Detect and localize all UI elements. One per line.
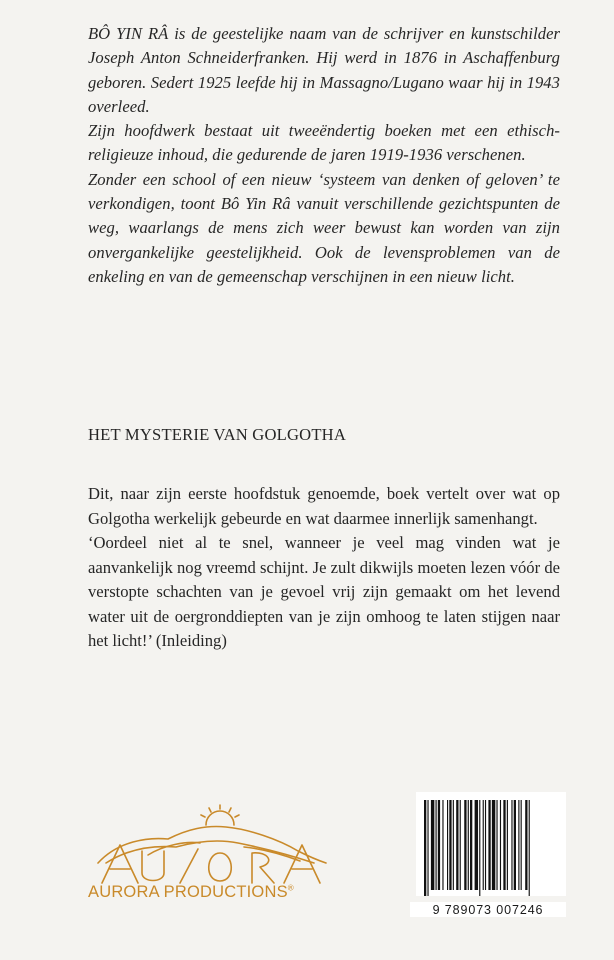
barcode-bar: [511, 800, 512, 890]
barcode-bar: [507, 800, 508, 890]
barcode-bar: [470, 800, 472, 890]
barcode-bar: [424, 800, 426, 896]
barcode-bar: [447, 800, 448, 890]
barcode: [416, 792, 566, 896]
barcode-bar: [479, 800, 480, 896]
barcode-bar: [525, 800, 527, 890]
barcode-bar: [488, 800, 490, 890]
barcode-bar: [427, 800, 428, 896]
book-description: [88, 482, 560, 654]
barcode-bar: [464, 800, 466, 890]
barcode-bar: [500, 800, 501, 890]
author-biography: [88, 22, 560, 289]
barcode-bar: [514, 800, 516, 890]
bio-paragraph-1: BÔ YIN RÂ is de geestelijke naam van de schrijver en kunstschilder Joseph Anton Schneiderfranken. Hij werd in 1876 in Aschaffenburg geboren. Sedert 1925 leefde hij in Massagno/Lugano waar hij in 1943 overleed.: [88, 24, 560, 116]
barcode-bar: [529, 800, 530, 896]
barcode-bar: [475, 800, 478, 890]
barcode-bar: [492, 800, 495, 890]
barcode-bar: [496, 800, 497, 890]
barcode-bar: [460, 800, 461, 890]
description-paragraph-1: Dit, naar zijn eerste hoofdstuk genoemde, boek vertelt over wat op Golgotha werkelijk gebeurde en wat daarmee innerlijk samenhangt.: [88, 484, 560, 528]
isbn-number: 9 789073 007246: [410, 902, 566, 917]
bio-paragraph-2: Zijn hoofdwerk bestaat uit tweeëndertig boeken met een ethisch-religieuze inhoud, die gedurende de jaren 1919-1936 verschenen.: [88, 121, 560, 165]
barcode-bar: [468, 800, 469, 890]
barcode-bar: [438, 800, 440, 890]
barcode-bar: [503, 800, 505, 890]
barcode-bar: [483, 800, 484, 890]
barcode-bar: [431, 800, 434, 890]
registered-mark: ®: [287, 883, 294, 893]
barcode-bar: [485, 800, 486, 890]
description-paragraph-2: ‘Oordeel niet al te snel, wanneer je veel mag vinden wat je aanvankelijk nog vreemd schijnt. Je zult dikwijls moeten lezen vóór de verstopte schachten van je gevoel vrij zijn gemaakt om het levend water uit de oergronddiepten van je zijn omhoog te laten stijgen naar het licht!’ (Inleiding): [88, 533, 560, 650]
barcode-bar: [453, 800, 454, 890]
barcode-bar: [456, 800, 458, 890]
barcode-bar: [518, 800, 519, 890]
book-title: HET MYSTERIE VAN GOLGOTHA: [88, 425, 347, 444]
publisher-name: AURORA PRODUCTIONS®: [88, 883, 294, 901]
barcode-bar: [436, 800, 437, 890]
barcode-bar: [449, 800, 451, 890]
barcode-bar: [521, 800, 522, 890]
bio-paragraph-3: Zonder een school of een nieuw ‘systeem van denken of geloven’ te verkondigen, toont Bô Yin Râ vanuit verschillende gezichtspunten de weg, waarlangs de mens zich weer bewust kan worden van zijn onvergankelijke geestelijkheid. Ook de levensproblemen van de enkeling en van de gemeenschap verschijnen in een nieuw licht.: [88, 169, 560, 286]
barcode-bars: [416, 792, 566, 902]
barcode-bar: [442, 800, 443, 890]
